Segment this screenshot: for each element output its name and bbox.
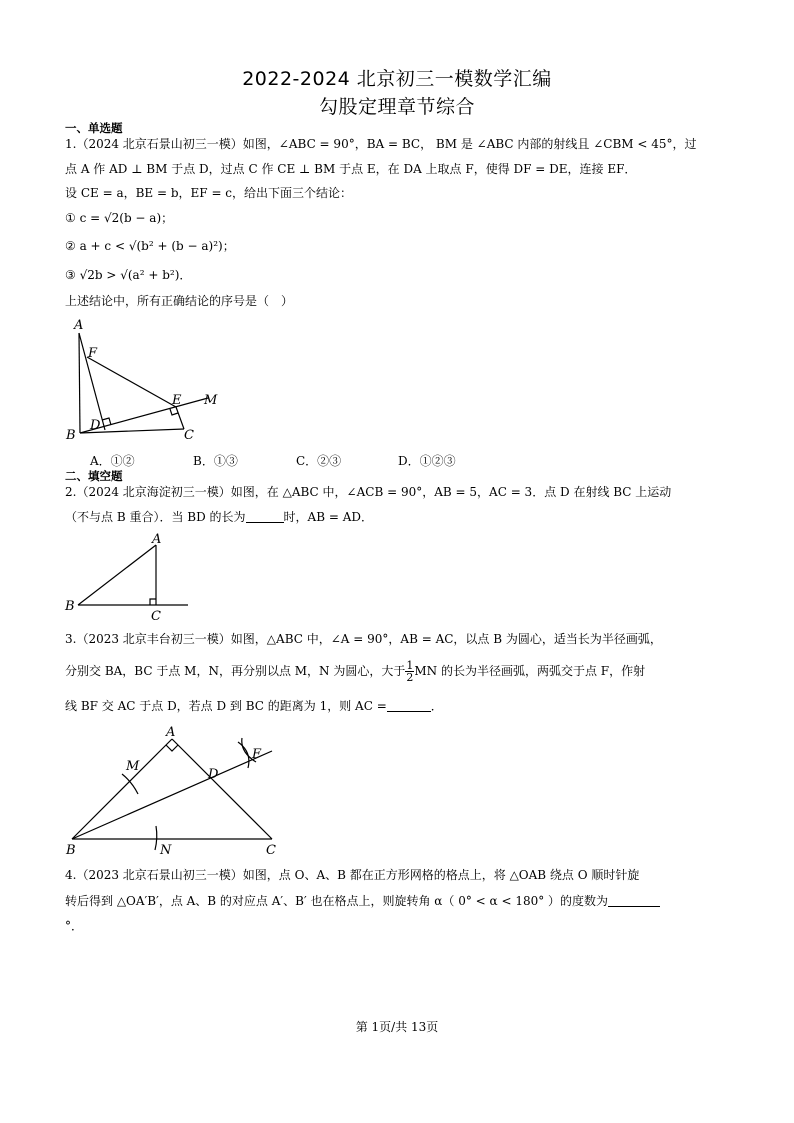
q3-fraction-half [405, 660, 414, 683]
q2-label-c: C [151, 609, 161, 624]
q3-label-b: B [66, 843, 76, 858]
q3-segment-ab [72, 739, 172, 839]
q1-option-d[interactable]: D．①②③ [398, 454, 456, 468]
q4-line2-text: 转后得到 △OA′B′，点 A、B 的对应点 A′、B′ 也在格点上，则旋转角 α（ 0° < α < 180° ）的度数为 [65, 894, 609, 908]
q1-label-b: B [66, 428, 76, 443]
q1-conclusion-3: ③ √2b > √(a² + b²)． [65, 268, 192, 282]
q1-line3: 设 CE = a，BE = b，EF = c，给出下面三个结论： [65, 186, 353, 200]
q3-line2 [65, 660, 645, 683]
q3-ray-bf [72, 751, 272, 839]
q2-figure [60, 530, 200, 625]
section-fill-blank: 二、填空题 [65, 469, 123, 483]
q1-label-e: E [172, 393, 182, 408]
q2-label-b: B [65, 599, 75, 614]
q2-right-angle-c [150, 599, 156, 605]
q1-segment-fe [87, 357, 176, 407]
q2-segment-ab [78, 545, 156, 605]
q1-segment-ce [176, 407, 184, 429]
q1-conclusion-2: ② a + c < √(b² + (b − a)²)； [65, 239, 235, 253]
page-number-footer: 第 1页/共 13页 [355, 1020, 439, 1034]
q1-conclusion-1: ① c = √2(b − a)； [65, 211, 174, 225]
q3-line2-text-a: 分别交 BA，BC 于点 M，N，再分别以点 M，N 为圆心，大于 [65, 664, 406, 678]
q3-arc-n [155, 826, 157, 850]
q2-line1: 2.（2024 北京海淀初三一模）如图，在 △ABC 中，∠ACB = 90°，AB = 5，AC = 3．点 D 在射线 BC 上运动 [65, 485, 672, 499]
q3-label-c: C [266, 843, 276, 858]
q1-label-a: A [74, 318, 84, 333]
q3-arc-m [122, 774, 138, 794]
q4-answer-blank[interactable] [608, 894, 660, 907]
q4-line3: °． [65, 919, 84, 933]
q1-label-c: C [184, 428, 194, 443]
q2-answer-blank[interactable] [246, 510, 284, 523]
q3-label-a: A [166, 725, 176, 740]
q1-line1: 1.（2024 北京石景山初三一模）如图，∠ABC = 90°，BA = BC， BM 是 ∠ABC 内部的射线且 ∠CBM < 45°，过 [65, 137, 697, 151]
q1-label-d: D [90, 418, 101, 433]
q3-fraction-numerator: 1 [406, 659, 414, 672]
q3-line3-text-b: ． [430, 699, 443, 713]
q2-line2-text-a: （不与点 B 重合）．当 BD 的长为 [65, 510, 246, 524]
q3-line1: 3.（2023 北京丰台初三一模）如图，△ABC 中，∠A = 90°，AB = AC，以点 B 为圆心，适当长为半径画弧， [65, 632, 662, 646]
document-title: 2022-2024 北京初三一模数学汇编 [242, 68, 552, 90]
q2-line2 [65, 509, 373, 525]
q1-option-b[interactable]: B．①③ [193, 454, 238, 468]
q3-label-d: D [208, 767, 219, 782]
q3-line3-text-a: 线 BF 交 AC 于点 D，若点 D 到 BC 的距离为 1，则 AC = [65, 699, 387, 713]
q3-fraction-denominator: 2 [406, 671, 414, 684]
q2-label-a: A [152, 532, 162, 547]
q1-label-f: F [88, 346, 98, 361]
q2-line2-text-b: 时，AB = AD． [283, 510, 373, 524]
q1-option-c[interactable]: C．②③ [296, 454, 342, 468]
document-subtitle: 勾股定理章节综合 [318, 96, 475, 118]
q1-line2: 点 A 作 AD ⊥ BM 于点 D，过点 C 作 CE ⊥ BM 于点 E，在 DA 上取点 F，使得 DF = DE，连接 EF． [65, 162, 637, 176]
q1-label-m: M [204, 393, 218, 408]
q1-figure [60, 315, 230, 450]
q4-line2 [65, 893, 660, 909]
q3-label-n: N [160, 843, 172, 858]
section-single-choice: 一、单选题 [65, 121, 123, 135]
q3-line2-text-b: MN 的长为半径画弧，两弧交于点 F，作射 [414, 664, 646, 678]
q4-line1: 4.（2023 北京石景山初三一模）如图，点 O、A、B 都在正方形网格的格点上，将 △OAB 绕点 O 顺时针旋 [65, 868, 640, 882]
q3-label-m: M [126, 759, 140, 774]
q3-label-f: F [252, 747, 262, 762]
q1-question: 上述结论中，所有正确结论的序号是（ ） [65, 294, 294, 308]
q3-figure [60, 722, 290, 862]
q3-answer-blank[interactable] [387, 699, 431, 712]
q1-segment-ab [79, 333, 80, 433]
q3-line3 [65, 698, 443, 714]
q3-right-angle-a [166, 745, 178, 751]
q1-option-a[interactable]: A．①② [90, 454, 135, 468]
